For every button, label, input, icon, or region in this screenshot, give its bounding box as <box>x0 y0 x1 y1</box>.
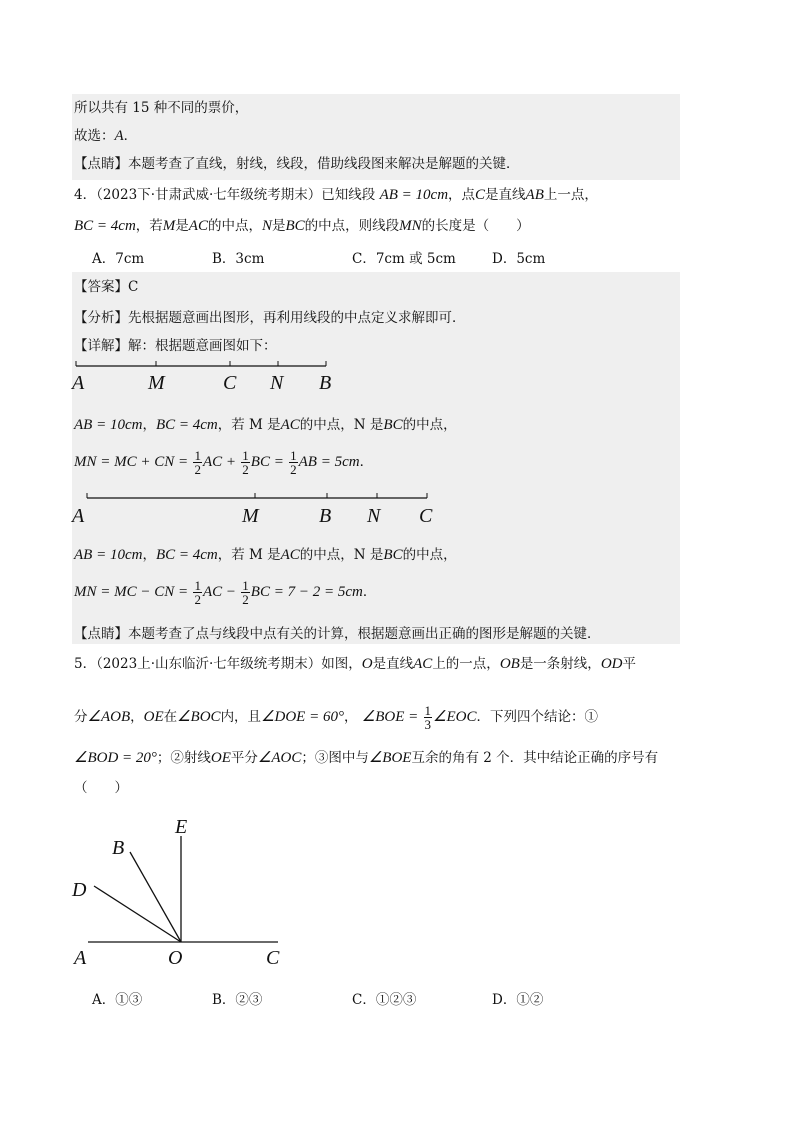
case2-ac: AC <box>280 547 300 563</box>
fraction-half: $\frac{1}{2}$ <box>194 448 201 477</box>
q4-comment: 【点睛】本题考查了点与线段中点有关的计算，根据题意画出正确的图形是解题的关键． <box>74 626 601 642</box>
q5-angle-boe: ∠BOE = <box>361 709 419 725</box>
fig5-label-c: C <box>266 947 280 969</box>
q4-point-n: N <box>261 218 272 234</box>
fig2-label-c: C <box>419 505 433 527</box>
case2-text-e: 的中点， <box>402 547 457 563</box>
q4-source: （2023下·甘肃武威·七年级统考期末） <box>96 187 322 203</box>
fig1-label-a: A <box>72 372 85 394</box>
q3-line-2: 故选：A． <box>74 128 138 144</box>
fig5-label-b: B <box>112 837 125 859</box>
q5-point-o: O <box>361 656 373 672</box>
case1-ac: AC <box>280 417 300 433</box>
q5-line2-f: ．下列四个结论：① <box>476 709 598 725</box>
q3-choice-answer: A <box>114 128 124 144</box>
case2-bc-seg: BC <box>383 547 403 563</box>
q4-stem-i: 的长度是（ ） <box>421 218 530 234</box>
q4-case2-equation: MN = MC − CN = $\frac{1}{2}$ AC − $\frac{1}{2}$ BC = 7 − 2 = 5cm． <box>74 578 377 607</box>
fraction-half: $\frac{1}{2}$ <box>290 448 297 477</box>
case2-eq-a: MN = MC − CN = <box>74 584 189 600</box>
q5-line-ac: AC <box>413 656 433 672</box>
fig1-label-c: C <box>223 372 237 394</box>
q5-stem-line4: （ ） <box>74 780 128 796</box>
q4-seg-ac: AC <box>188 218 208 234</box>
q4-stem-f: 是 <box>175 218 189 234</box>
q5-angle-bod: ∠BOD = 20° <box>74 750 157 766</box>
fig2-label-m: M <box>242 505 259 527</box>
case2-eq-b: AC − <box>202 584 236 600</box>
q5-line3-b: ；②射线 <box>156 750 211 766</box>
q4-case1-equation: MN = MC + CN = $\frac{1}{2}$ AC + $\frac{1}{2}$ BC = $\frac{1}{2}$ AB = 5cm． <box>74 448 374 477</box>
fraction-half: $\frac{1}{2}$ <box>194 578 201 607</box>
q5-line3-e: 互余的角有 2 个．其中结论正确的序号有 <box>411 750 659 766</box>
q5-angle-aob: ∠AOB <box>87 709 131 725</box>
case1-text-e: 的中点， <box>402 417 457 433</box>
fraction-third: $\frac{1}{3}$ <box>424 703 432 732</box>
q4-option-b[interactable]: B．3cm <box>212 251 265 267</box>
q5-option-c[interactable]: C．①②③ <box>352 992 417 1008</box>
q4-option-a[interactable]: A．7cm <box>92 251 145 267</box>
q5-ray-od: OD <box>600 656 623 672</box>
q4-option-c[interactable]: C．7cm 或 5cm <box>352 251 456 267</box>
q5-number: 5． <box>74 656 97 672</box>
case1-text-d: 的中点，N 是 <box>299 417 384 433</box>
q5-angle-boc: ∠BOC <box>177 709 221 725</box>
q5-angle-doe: ∠DOE = 60° <box>261 709 344 725</box>
q4-bc-eq: BC = 4cm <box>74 218 136 234</box>
q5-stem-line3 <box>74 748 658 768</box>
case1-ab: AB = 10cm <box>74 417 143 433</box>
q5-ray-ob: OB <box>499 656 520 672</box>
q4-number: 4． <box>74 187 97 203</box>
case1-bc: BC = 4cm <box>155 417 218 433</box>
case2-text-c: ，若 M 是 <box>217 547 281 563</box>
q5-line2-c: 内，且 <box>220 709 262 725</box>
q5-stem-line2: 分∠AOB，OE在∠BOC内，且∠DOE = 60°， ∠BOE = $\frac{1}{3}$ ∠EOC．下列四个结论：① <box>74 703 598 732</box>
q4-stem-line1 <box>74 185 598 205</box>
q4-case2-given: AB = 10cm，BC = 4cm，若 M 是AC的中点，N 是BC的中点， <box>74 547 457 563</box>
fig5-label-a: A <box>74 947 87 969</box>
q4-stem-g: 的中点， <box>207 218 262 234</box>
q5-line2-a: 分 <box>74 709 88 725</box>
q5-text-b: 上的一点， <box>432 656 500 672</box>
q5-line3-d: ；③图中与 <box>301 750 369 766</box>
q4-stem-e: ，若 <box>135 218 163 234</box>
q4-ab-eq: AB = 10cm <box>379 187 449 203</box>
fig5-label-e: E <box>175 816 188 838</box>
case2-bc: BC = 4cm <box>155 547 218 563</box>
q4-stem-d: 上一点， <box>543 187 598 203</box>
q5-source: （2023上·山东临沂·七年级统考期末）如图， <box>96 656 362 672</box>
fig2-label-a: A <box>72 505 85 527</box>
q5-text-a: 是直线 <box>372 656 414 672</box>
fig2-label-b: B <box>319 505 332 527</box>
q4-answer: 【答案】C <box>74 279 139 295</box>
case1-eq-b: AC + <box>202 454 236 470</box>
fraction-half: $\frac{1}{2}$ <box>242 578 249 607</box>
q4-stem-a: 已知线段 <box>321 187 376 203</box>
q4-case1-given: AB = 10cm，BC = 4cm，若 M 是AC的中点，N 是BC的中点， <box>74 417 457 433</box>
case2-text-d: 的中点，N 是 <box>299 547 384 563</box>
fig5-label-d: D <box>72 879 87 901</box>
q5-ray-oe-2: OE <box>210 750 231 766</box>
q4-stem-c: 是直线 <box>485 187 526 203</box>
q5-line2-e: ， <box>343 709 358 725</box>
q4-option-d[interactable]: D．5cm <box>492 251 546 267</box>
q5-figure <box>66 812 296 972</box>
q5-line3-c: 平分 <box>230 750 258 766</box>
fig1-label-b: B <box>319 372 332 394</box>
case1-text-c: ，若 M 是 <box>217 417 281 433</box>
fig2-label-n: N <box>367 505 381 527</box>
fig5-label-o: O <box>168 947 183 969</box>
case2-eq-c: BC = 7 − 2 = 5cm <box>250 584 363 600</box>
q5-angle-eoc: ∠EOC <box>433 709 477 725</box>
q4-point-c: C <box>475 187 486 203</box>
q4-seg-mn: MN <box>399 218 422 234</box>
q4-line-ab: AB <box>525 187 544 203</box>
q3-choice-prefix: 故选： <box>74 128 115 144</box>
fig1-label-m: M <box>148 372 165 394</box>
q4-point-m: M <box>162 218 176 234</box>
case1-eq-d: AB = 5cm <box>298 454 360 470</box>
q5-ray-oe: OE <box>143 709 164 725</box>
q5-angle-aoc: ∠AOC <box>257 750 302 766</box>
case1-eq-c: BC = <box>250 454 284 470</box>
case1-bc-seg: BC <box>383 417 403 433</box>
q4-detail: 【详解】解：根据题意画图如下： <box>74 338 277 354</box>
case1-eq-a: MN = MC + CN = <box>74 454 189 470</box>
q4-stem-b: ，点 <box>448 187 476 203</box>
q4-analysis: 【分析】先根据题意画出图形，再利用线段的中点定义求解即可． <box>74 310 466 326</box>
q5-option-b[interactable]: B．②③ <box>212 992 263 1008</box>
q4-stem-line2: BC = 4cm，若M是AC的中点，N是BC的中点，则线段MN的长度是（ ） <box>74 218 530 234</box>
fraction-half: $\frac{1}{2}$ <box>242 448 249 477</box>
q5-option-a[interactable]: A．①③ <box>92 992 143 1008</box>
q4-seg-bc: BC <box>285 218 305 234</box>
q5-angle-boe-2: ∠BOE <box>368 750 412 766</box>
q4-figure-1 <box>70 358 350 396</box>
q5-text-c: 是一条射线， <box>519 656 601 672</box>
q3-line-1: 所以共有 15 种不同的票价， <box>74 100 249 116</box>
q3-comment: 【点睛】本题考查了直线，射线，线段，借助线段图来解决是解题的关键． <box>74 156 520 172</box>
case2-ab: AB = 10cm <box>74 547 143 563</box>
fig1-label-n: N <box>270 372 284 394</box>
q5-line2-b: 在 <box>163 709 178 725</box>
q4-stem-h: 的中点，则线段 <box>304 218 400 234</box>
q5-option-d[interactable]: D．①② <box>492 992 544 1008</box>
q5-stem-line1 <box>74 654 636 674</box>
q5-text-d: 平 <box>622 656 636 672</box>
q4-figure-2 <box>70 490 450 528</box>
